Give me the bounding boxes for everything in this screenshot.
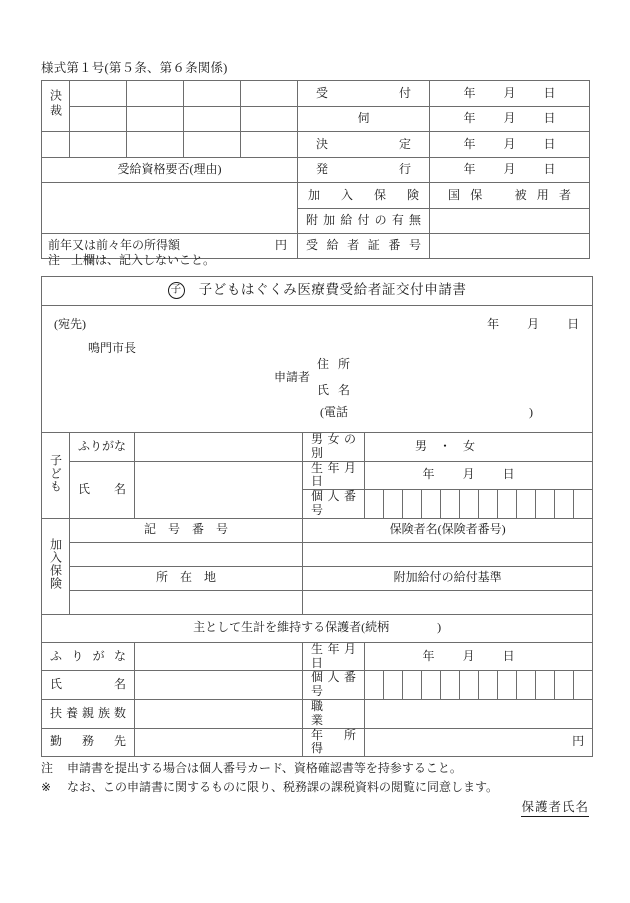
approval-stamp-cell-5[interactable] <box>70 107 127 132</box>
approval-stamp-cell-3[interactable] <box>184 81 241 107</box>
date-decision: 年 月 日 <box>463 136 556 151</box>
guardian-mynumber-box-3[interactable] <box>403 671 422 700</box>
applicant-tel[interactable] <box>320 406 533 420</box>
child-gender-label: 男女の別 <box>303 433 365 462</box>
dependents-label: 扶養親族数 <box>42 699 135 728</box>
approval-label-cell <box>42 81 70 132</box>
approval-stamp-cell-9[interactable] <box>42 132 70 158</box>
tel-close: ) <box>529 405 533 419</box>
child-furigana-label: ふりがな <box>70 433 135 462</box>
child-mynumber-box-3[interactable] <box>403 490 422 519</box>
row-label-receipt: 受 付 <box>298 81 430 107</box>
insurance-symbol-number-input[interactable] <box>70 542 303 566</box>
occupation-input[interactable] <box>365 699 593 728</box>
insurance-vertical-label: 加入保険 <box>48 538 63 591</box>
guardian-mynumber-label: 個人番号 <box>303 671 365 700</box>
guardian-mynumber-box-1[interactable] <box>365 671 384 700</box>
guardian-mynumber-box-9[interactable] <box>517 671 536 700</box>
date-inquiry: 年 月 日 <box>463 111 556 126</box>
child-mynumber-box-9[interactable] <box>517 490 536 519</box>
income-unit: 円 <box>274 238 287 253</box>
guardian-birth-input[interactable]: 年 月 日 <box>365 642 593 671</box>
guardian-mynumber-box-12[interactable] <box>574 671 593 700</box>
annual-income-input[interactable] <box>365 728 593 757</box>
workplace-label: 勤 務 先 <box>42 728 135 757</box>
guardian-signature-line[interactable]: 保護者氏名 <box>521 797 589 817</box>
row-value-certnumber[interactable] <box>430 234 590 259</box>
guardian-birth-label: 生年月日 <box>303 642 365 671</box>
approval-stamp-cell-11[interactable] <box>127 132 184 158</box>
document-title: 子どもはぐくみ医療費受給者証交付申請書 <box>198 282 467 298</box>
footer-note-2 <box>41 778 498 795</box>
tel-open: (電話 <box>320 405 348 419</box>
row-label-supplement: 附加給付の有無 <box>298 209 430 234</box>
note-top-label: 注 <box>48 253 61 267</box>
eligibility-reason-input[interactable] <box>42 183 298 234</box>
footer-note-2-label: ※ <box>41 780 52 794</box>
insurance-location-input[interactable] <box>70 590 303 614</box>
child-circle-mark: 子 <box>168 282 185 299</box>
child-furigana-input[interactable] <box>135 433 303 462</box>
child-birth-label: 生年月日 <box>303 461 365 490</box>
guardian-mynumber-box-4[interactable] <box>422 671 441 700</box>
note-top <box>48 251 215 268</box>
row-label-inquiry: 伺 <box>298 107 430 132</box>
guardian-name-input[interactable] <box>135 671 303 700</box>
insurance-vertical-label-cell <box>42 518 70 614</box>
approval-stamp-cell-1[interactable] <box>70 81 127 107</box>
guardian-furigana-input[interactable] <box>135 642 303 671</box>
workplace-input[interactable] <box>135 728 303 757</box>
child-mynumber-box-2[interactable] <box>384 490 403 519</box>
annual-income-label: 年 所 得 <box>303 728 365 757</box>
child-mynumber-label: 個人番号 <box>303 490 365 519</box>
form-number: 様式第１号(第５条、第６条関係) <box>41 61 228 75</box>
note-top-text: 上欄は、記入しないこと。 <box>71 253 216 267</box>
child-mynumber-box-7[interactable] <box>479 490 498 519</box>
row-label-decision: 決 定 <box>298 132 430 158</box>
guardian-furigana-label: ふりがな <box>42 642 135 671</box>
child-name-input[interactable] <box>135 461 303 518</box>
insurer-name-label: 保険者名(保険者番号) <box>303 518 593 542</box>
application-date[interactable]: 年 月 日 <box>487 317 580 331</box>
approval-stamp-cell-7[interactable] <box>184 107 241 132</box>
row-value-inquiry[interactable] <box>430 107 590 132</box>
guardian-mynumber-box-5[interactable] <box>441 671 460 700</box>
insurer-name-input[interactable] <box>303 542 593 566</box>
approval-stamp-cell-10[interactable] <box>70 132 127 158</box>
footer-notes <box>41 759 498 797</box>
office-use-table <box>41 80 590 259</box>
row-label-insurance: 加入保険 <box>298 183 430 209</box>
insurance-options: 国保 被用者 <box>448 187 571 202</box>
income-label: 前年又は前々年の所得額 <box>48 238 181 253</box>
document-title-wrap <box>168 282 467 299</box>
applicant-name-label: 氏名 <box>317 383 360 397</box>
insurance-supplement-label: 附加給付の給付基準 <box>303 566 593 590</box>
city-mayor: 鳴門市長 <box>88 341 137 355</box>
dependents-input[interactable] <box>135 699 303 728</box>
row-label-certnumber: 受給者証番号 <box>298 234 430 259</box>
approval-stamp-cell-2[interactable] <box>127 81 184 107</box>
addressee-label: (宛先) <box>54 317 86 331</box>
row-value-receipt[interactable] <box>430 81 590 107</box>
guardian-mynumber-box-7[interactable] <box>479 671 498 700</box>
child-birth-input[interactable]: 年 月 日 <box>365 461 593 490</box>
child-mynumber-box-11[interactable] <box>555 490 574 519</box>
approval-stamp-cell-6[interactable] <box>127 107 184 132</box>
approval-stamp-cell-4[interactable] <box>241 81 298 107</box>
child-name-label: 氏 名 <box>70 461 135 518</box>
footer-note-1 <box>41 759 498 776</box>
child-vertical-label-cell <box>42 433 70 519</box>
occupation-label: 職 業 <box>303 699 365 728</box>
annual-income-unit: 円 <box>572 734 585 749</box>
eligibility-label-cell: 受給資格要否(理由) <box>42 158 298 183</box>
row-value-insurance[interactable] <box>430 183 590 209</box>
row-value-issue[interactable] <box>430 158 590 183</box>
child-mynumber-box-12[interactable] <box>574 490 593 519</box>
addressee-applicant-block <box>42 306 593 433</box>
guardian-name-label: 氏 名 <box>42 671 135 700</box>
guardian-mynumber-box-10[interactable] <box>536 671 555 700</box>
guardian-mynumber-box-8[interactable] <box>498 671 517 700</box>
row-label-issue: 発 行 <box>298 158 430 183</box>
guardian-mynumber-box-6[interactable] <box>460 671 479 700</box>
child-mynumber-box-6[interactable] <box>460 490 479 519</box>
insurance-symbol-number-label: 記 号 番 号 <box>70 518 303 542</box>
document-title-cell <box>42 277 593 306</box>
child-vertical-label: 子ども <box>48 453 63 493</box>
child-mynumber-box-5[interactable] <box>441 490 460 519</box>
insurance-location-label: 所 在 地 <box>70 566 303 590</box>
application-table <box>41 276 593 757</box>
child-mynumber-box-10[interactable] <box>536 490 555 519</box>
footer-note-1-text: 申請書を提出する場合は個人番号カード、資格確認書等を持参すること。 <box>67 761 462 775</box>
row-value-supplement[interactable] <box>430 209 590 234</box>
footer-note-1-label: 注 <box>41 761 54 775</box>
guardian-mynumber-box-11[interactable] <box>555 671 574 700</box>
child-mynumber-box-1[interactable] <box>365 490 384 519</box>
applicant-label: 申請者 <box>274 370 311 384</box>
approval-stamp-cell-12[interactable] <box>184 132 241 158</box>
child-gender-options[interactable]: 男 ・ 女 <box>365 433 593 462</box>
row-value-decision[interactable] <box>430 132 590 158</box>
applicant-address-label: 住所 <box>317 357 360 371</box>
guardian-section-header: 主として生計を維持する保護者(続柄 ) <box>42 614 593 642</box>
approval-label: 決裁 <box>48 89 63 120</box>
approval-stamp-cell-8[interactable] <box>241 107 298 132</box>
child-mynumber-box-4[interactable] <box>422 490 441 519</box>
insurance-supplement-input[interactable] <box>303 590 593 614</box>
guardian-mynumber-box-2[interactable] <box>384 671 403 700</box>
footer-note-2-text: なお、この申請書に関するものに限り、税務課の課税資料の閲覧に同意します。 <box>67 780 499 794</box>
child-mynumber-box-8[interactable] <box>498 490 517 519</box>
date-receipt: 年 月 日 <box>463 85 556 100</box>
date-issue: 年 月 日 <box>463 162 556 177</box>
approval-stamp-cell-13[interactable] <box>241 132 298 158</box>
